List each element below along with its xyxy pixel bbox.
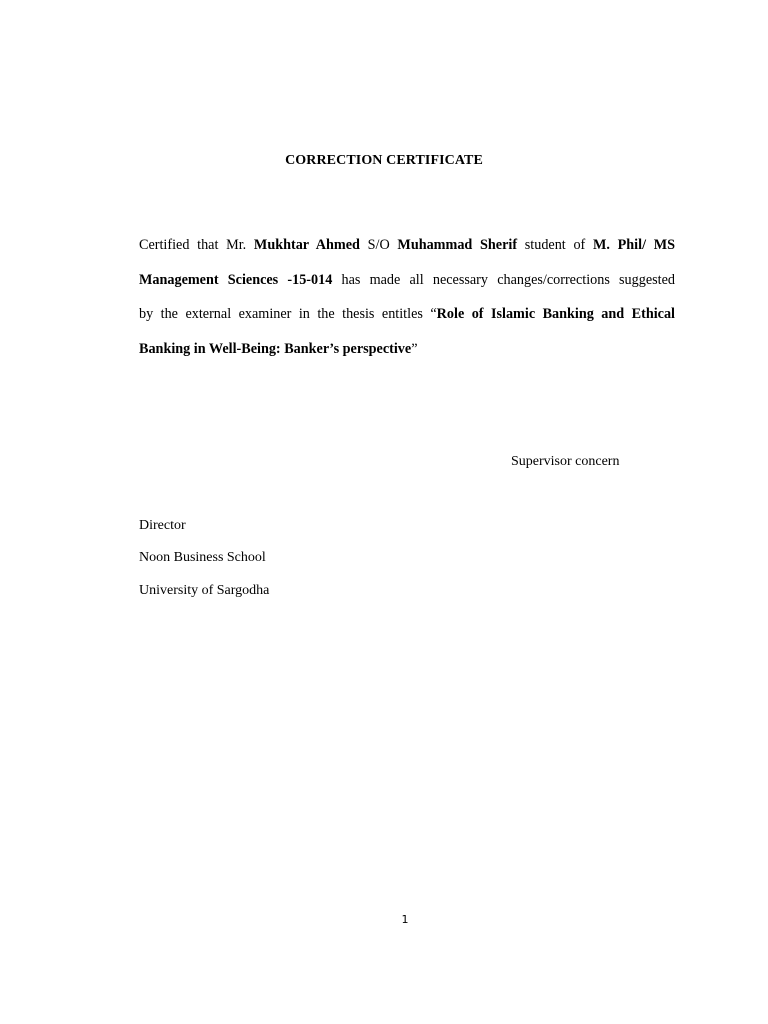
thesis-title-part2: Banking in Well-Being: Banker’s perspective xyxy=(139,341,412,357)
address-director: Director xyxy=(139,518,186,533)
program-name-part1: M. Phil/ MS xyxy=(592,237,675,253)
text-certified-that: Certified that Mr. xyxy=(139,237,254,253)
closing-quote: ” xyxy=(411,341,418,357)
paragraph-line-1 xyxy=(139,236,675,254)
text-external-examiner: by the external examiner in the thesis entitles “ xyxy=(139,306,437,322)
page-number: 1 xyxy=(401,913,409,926)
text-has-made-changes: has made all necessary changes/corrections suggested xyxy=(332,272,675,288)
father-name: Muhammad Sherif xyxy=(397,237,518,253)
paragraph-line-2 xyxy=(139,271,675,289)
student-name: Mukhtar Ahmed xyxy=(253,237,360,253)
thesis-title-part1: Role of Islamic Banking and Ethical xyxy=(436,306,675,322)
address-university: University of Sargodha xyxy=(139,583,270,598)
supervisor-label: Supervisor concern xyxy=(511,454,620,469)
text-student-of: student of xyxy=(517,237,593,253)
text-son-of: S/O xyxy=(359,237,398,253)
paragraph-line-3 xyxy=(139,305,675,323)
certificate-title: CORRECTION CERTIFICATE xyxy=(285,153,483,168)
paragraph-line-4 xyxy=(139,340,675,358)
program-name-part2: Management Sciences -15-014 xyxy=(139,272,333,288)
address-school: Noon Business School xyxy=(139,550,266,565)
